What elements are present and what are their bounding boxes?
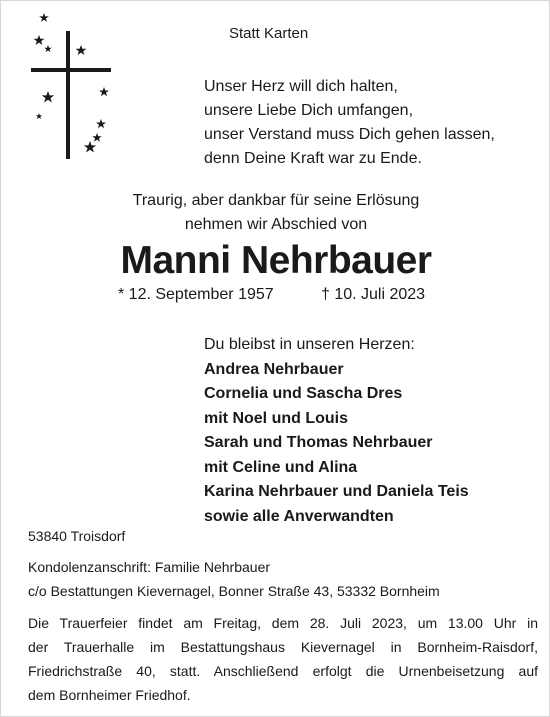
star-icon [36, 113, 42, 119]
poem-line: unser Verstand muss Dich gehen lassen, [204, 126, 495, 143]
star-icon [84, 141, 96, 153]
star-icon [99, 87, 109, 96]
intro-block [1, 189, 550, 237]
ceremony-line: Die Trauerfeier findet am Freitag, dem 28. Juli 2023, um 13.00 Uhr in [28, 615, 538, 631]
cross-with-stars-icon [23, 9, 123, 169]
statt-karten-label: Statt Karten [229, 25, 309, 42]
ceremony-line: der Trauerhalle im Bestattungshaus Kievernagel in Bornheim-Raisdorf, [28, 639, 538, 655]
city-label: 53840 Troisdorf [28, 528, 126, 544]
star-icon [76, 45, 87, 55]
survivor-line: Andrea Nehrbauer [204, 360, 344, 378]
survivor-line: Cornelia und Sascha Dres [204, 385, 403, 402]
ceremony-line: dem Bornheimer Friedhof. [28, 687, 191, 703]
star-icon [34, 35, 45, 45]
star-icon [96, 119, 106, 128]
star-icon [42, 91, 54, 103]
ceremony-notice [28, 611, 538, 707]
condolence-address [28, 555, 440, 603]
intro-line: Traurig, aber dankbar für seine Erlösung [132, 192, 420, 209]
survivor-line: sowie alle Anverwandten [204, 507, 394, 525]
survivor-line: Sarah und Thomas Nehrbauer [204, 434, 433, 451]
star-icon [92, 133, 101, 142]
stars-group [34, 13, 109, 153]
poem-line: denn Deine Kraft war zu Ende. [204, 150, 422, 167]
survivor-line: mit Noel und Louis [204, 409, 348, 427]
birth-date: * 12. September 1957 [118, 286, 274, 303]
survivor-line: mit Celine und Alina [204, 458, 358, 476]
ceremony-line: Friedrichstraße 40, statt. Anschließend erfolgt die Urnenbeisetzung auf [28, 663, 538, 679]
star-icon [39, 13, 49, 22]
poem-line: unsere Liebe Dich umfangen, [204, 102, 414, 119]
poem-block [204, 75, 495, 171]
survivors-block [204, 333, 469, 529]
death-date: † 10. Juli 2023 [321, 286, 426, 303]
survivors-heading: Du bleibst in unseren Herzen: [204, 336, 415, 353]
poem-line: Unser Herz will dich halten, [204, 78, 398, 95]
deceased-name: Manni Nehrbauer [120, 239, 432, 282]
condolence-line: Kondolenzanschrift: Familie Nehrbauer [28, 559, 271, 575]
condolence-line: c/o Bestattungen Kievernagel, Bonner Straße 43, 53332 Bornheim [28, 583, 440, 599]
survivor-line: Karina Nehrbauer und Daniela Teis [204, 483, 469, 500]
intro-line: nehmen wir Abschied von [184, 216, 368, 233]
star-icon [44, 45, 52, 52]
